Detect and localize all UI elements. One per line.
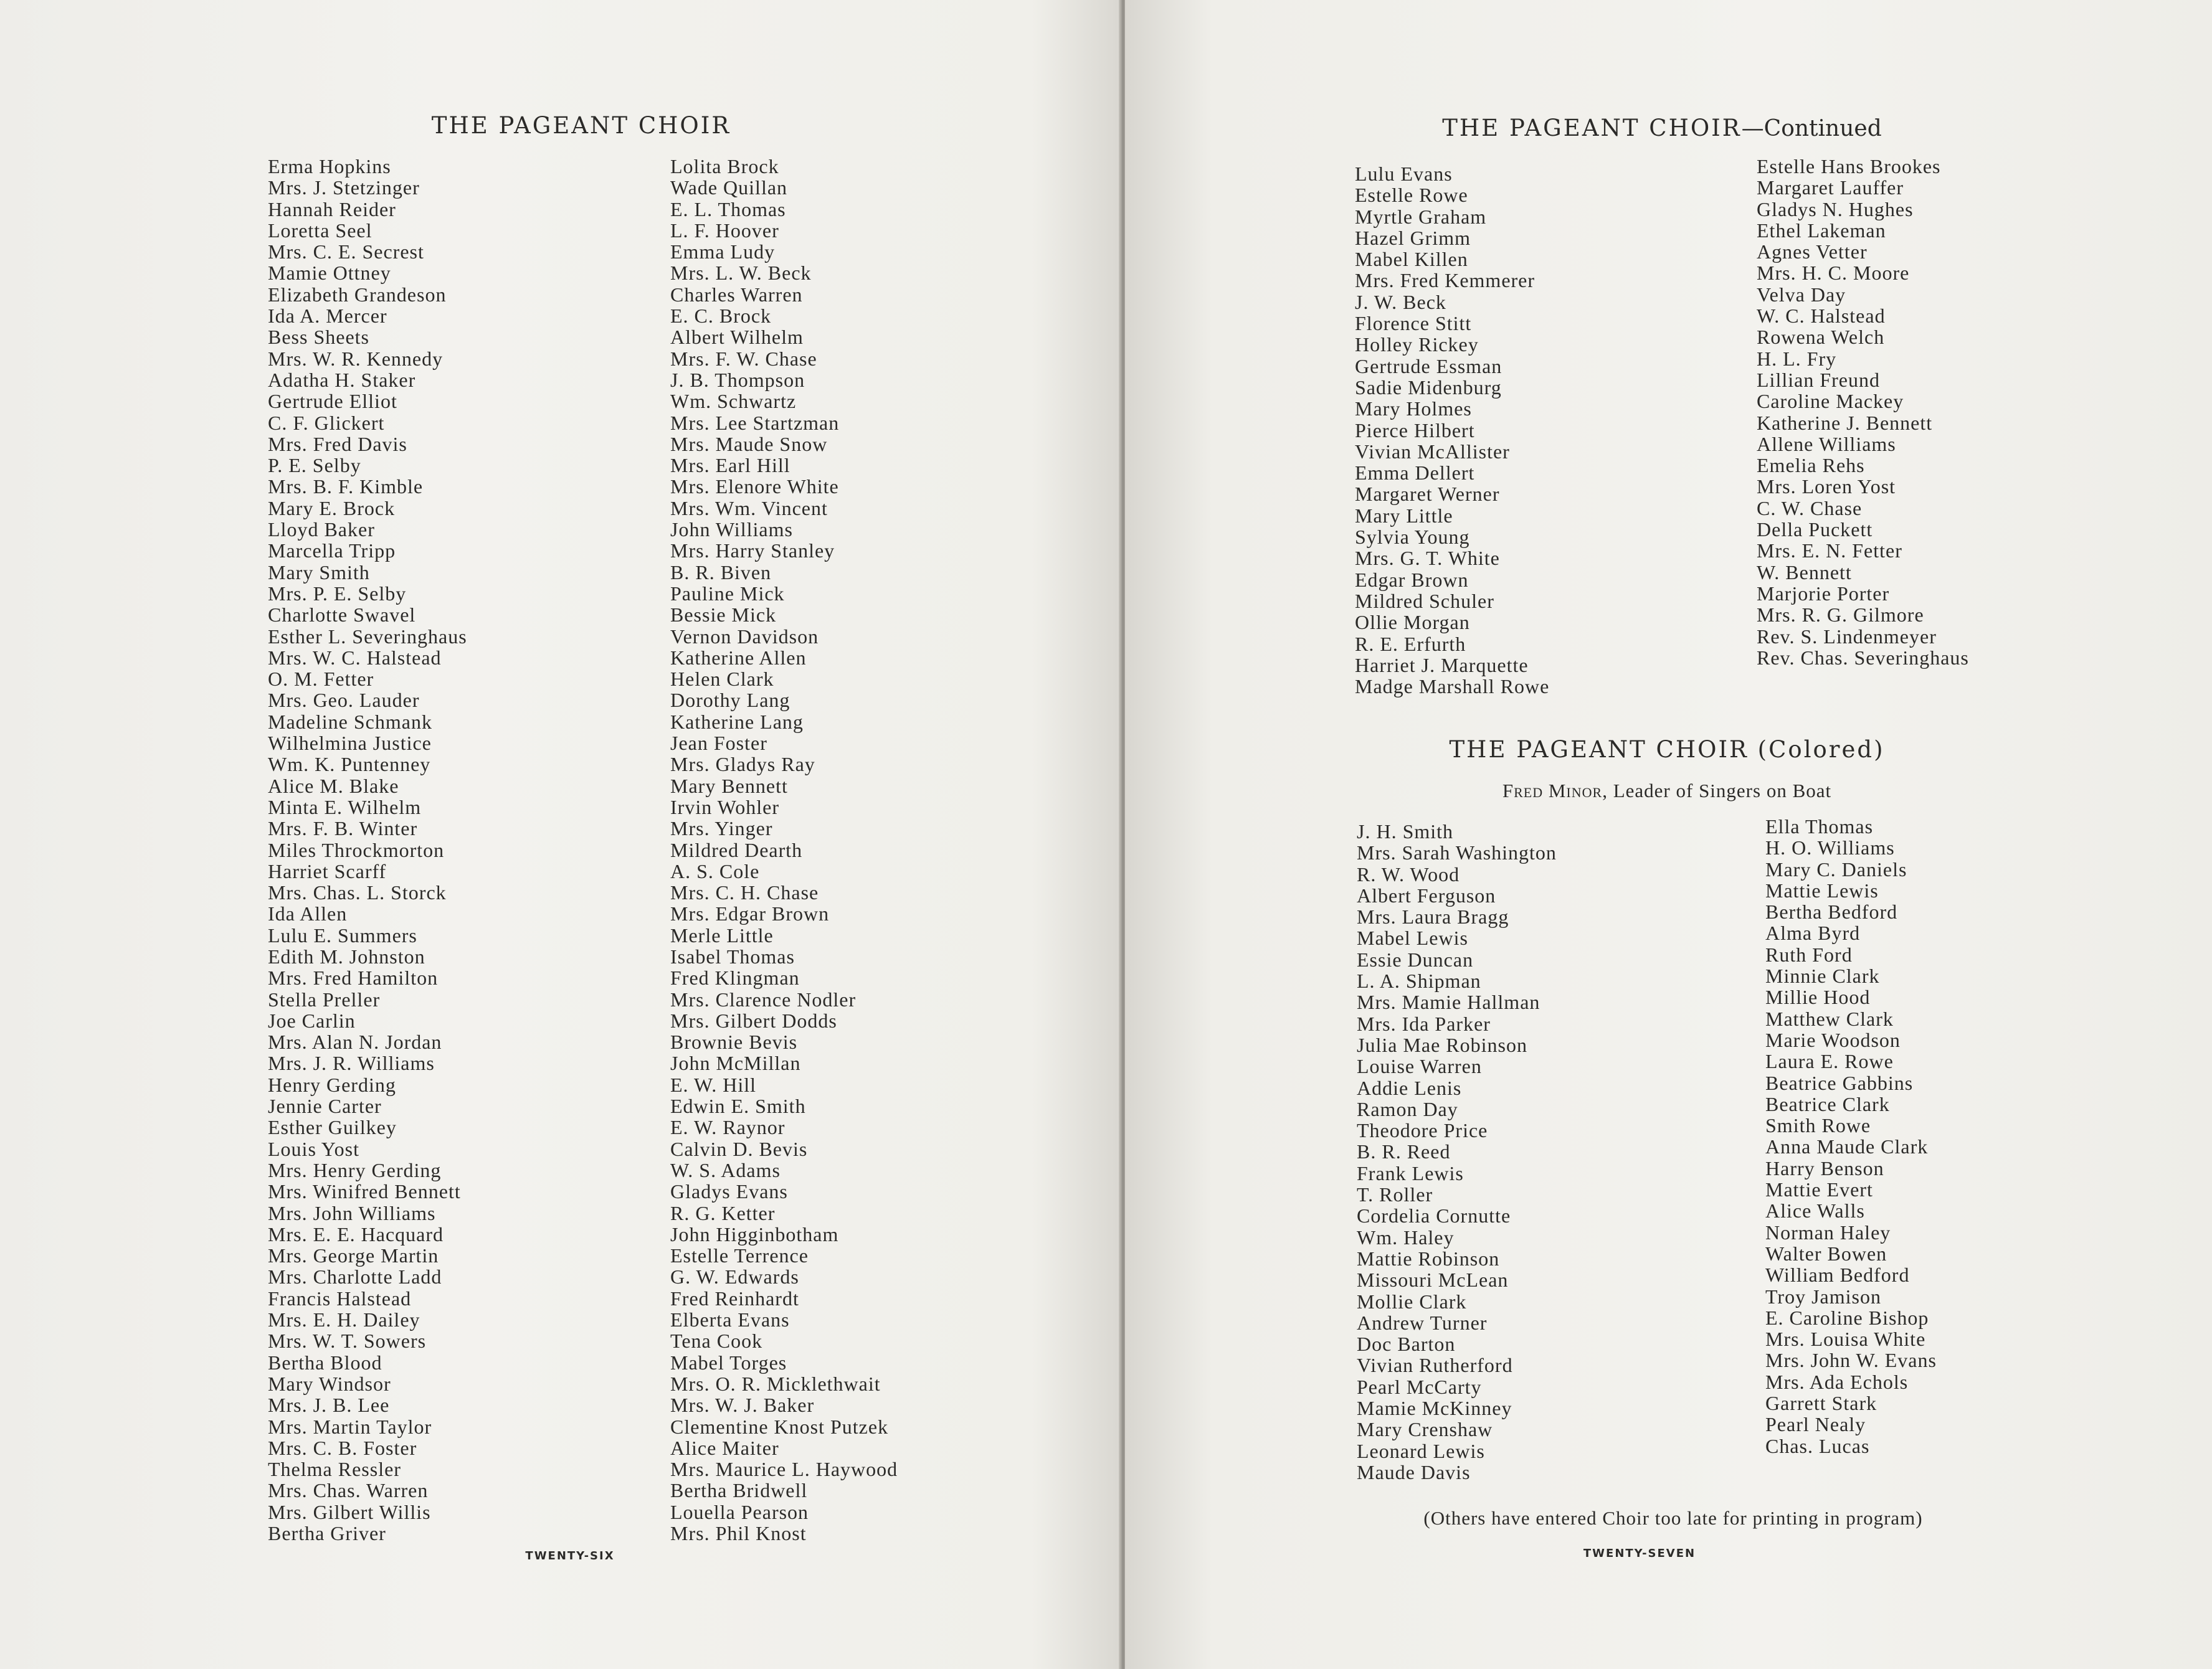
choir-member-name: Mrs. Wm. Vincent bbox=[670, 496, 828, 519]
choir-member-name: Mrs. Geo. Lauder bbox=[268, 689, 420, 712]
choir-member-name: Gertrude Elliot bbox=[268, 390, 397, 413]
choir-member-name: Clementine Knost Putzek bbox=[670, 1415, 889, 1438]
choir-member-name: John Williams bbox=[670, 518, 793, 541]
choir-member-name: Mary Windsor bbox=[268, 1372, 391, 1395]
choir-member-name: Della Puckett bbox=[1757, 518, 1873, 541]
colored-choir-title: THE PAGEANT CHOIR (Colored) bbox=[1449, 736, 1885, 763]
choir-member-name: L. F. Hoover bbox=[670, 219, 779, 242]
choir-member-name: Mrs. G. T. White bbox=[1355, 547, 1500, 570]
choir-member-name: Mrs. John W. Evans bbox=[1765, 1349, 1937, 1372]
choir-member-name: E. C. Brock bbox=[670, 305, 772, 328]
choir-member-name: Mrs. P. E. Selby bbox=[268, 582, 407, 605]
choir-member-name: Mrs. Fred Davis bbox=[268, 432, 407, 455]
choir-member-name: Velva Day bbox=[1757, 283, 1846, 306]
choir-member-name: Mrs. Fred Hamilton bbox=[268, 967, 439, 990]
choir-member-name: Mrs. Phil Knost bbox=[670, 1522, 807, 1544]
choir-member-name: Wilhelmina Justice bbox=[268, 732, 432, 755]
choir-member-name: Fred Klingman bbox=[670, 967, 800, 990]
choir-member-name: Troy Jamison bbox=[1765, 1285, 1881, 1308]
choir-member-name: Mrs. Gilbert Willis bbox=[268, 1500, 431, 1523]
choir-member-name: Mrs. Lee Startzman bbox=[670, 411, 840, 434]
choir-member-name: J. W. Beck bbox=[1355, 290, 1446, 313]
choir-member-name: Marcella Tripp bbox=[268, 539, 396, 562]
choir-member-name: Albert Ferguson bbox=[1357, 884, 1496, 907]
choir-member-name: Pauline Mick bbox=[670, 582, 785, 605]
choir-member-name: B. R. Biven bbox=[670, 560, 772, 584]
title-suffix: —Continued bbox=[1741, 116, 1882, 141]
choir-member-name: C. F. Glickert bbox=[268, 411, 385, 434]
choir-member-name: Brownie Bevis bbox=[670, 1031, 798, 1054]
choir-member-name: Ella Thomas bbox=[1765, 815, 1874, 838]
choir-member-name: Alice Walls bbox=[1765, 1199, 1865, 1222]
choir-member-name: Anna Maude Clark bbox=[1765, 1135, 1929, 1158]
page-number: TWENTY-SIX bbox=[525, 1549, 615, 1563]
choir-member-name: Bertha Bridwell bbox=[670, 1479, 808, 1502]
choir-member-name: Mrs. H. C. Moore bbox=[1757, 262, 1910, 285]
choir-member-name: Mrs. W. R. Kennedy bbox=[268, 347, 444, 370]
choir-member-name: Lloyd Baker bbox=[268, 518, 375, 541]
page-title bbox=[1442, 115, 1882, 141]
choir-member-name: W. Bennett bbox=[1757, 560, 1852, 584]
choir-member-name: R. W. Wood bbox=[1357, 863, 1460, 886]
choir-member-name: Emelia Rehs bbox=[1757, 454, 1865, 477]
choir-member-name: H. L. Fry bbox=[1757, 347, 1837, 370]
choir-member-name: Laura E. Rowe bbox=[1765, 1050, 1894, 1073]
choir-member-name: Lulu Evans bbox=[1355, 163, 1453, 185]
choir-member-name: L. A. Shipman bbox=[1357, 970, 1481, 993]
choir-member-name: Louise Warren bbox=[1357, 1055, 1482, 1078]
choir-member-name: Gertrude Essman bbox=[1355, 354, 1502, 377]
choir-member-name: Jennie Carter bbox=[268, 1095, 382, 1118]
choir-member-name: Pearl McCarty bbox=[1357, 1375, 1482, 1398]
choir-member-name: W. S. Adams bbox=[670, 1158, 781, 1181]
choir-member-name: Matthew Clark bbox=[1765, 1007, 1894, 1030]
choir-member-name: Mabel Killen bbox=[1355, 248, 1468, 271]
choir-member-name: R. G. Ketter bbox=[670, 1201, 776, 1224]
choir-member-name: Mrs. Ida Parker bbox=[1357, 1012, 1491, 1035]
choir-member-name: Walter Bowen bbox=[1765, 1242, 1887, 1265]
choir-member-name: Mrs. C. B. Foster bbox=[268, 1436, 417, 1459]
choir-member-name: Katherine Allen bbox=[670, 646, 807, 669]
choir-member-name: Rowena Welch bbox=[1757, 326, 1885, 349]
choir-member-name: Mrs. Maude Snow bbox=[670, 432, 828, 455]
choir-member-name: Mrs. J. R. Williams bbox=[268, 1052, 435, 1075]
choir-member-name: Mrs. Laura Bragg bbox=[1357, 905, 1509, 929]
choir-member-name: Hazel Grimm bbox=[1355, 226, 1471, 249]
choir-member-name: Alma Byrd bbox=[1765, 922, 1861, 945]
choir-member-name: Rev. Chas. Severinghaus bbox=[1757, 646, 1969, 669]
choir-member-name: Adatha H. Staker bbox=[268, 368, 416, 391]
choir-member-name: Fred Reinhardt bbox=[670, 1287, 799, 1310]
choir-member-name: Mrs. Mamie Hallman bbox=[1357, 991, 1540, 1014]
choir-member-name: Esther Guilkey bbox=[268, 1116, 397, 1139]
choir-member-name: Mrs. W. T. Sowers bbox=[268, 1330, 427, 1353]
choir-member-name: Missouri McLean bbox=[1357, 1269, 1509, 1292]
choir-member-name: Harry Benson bbox=[1765, 1156, 1884, 1180]
choir-member-name: Vivian McAllister bbox=[1355, 440, 1510, 463]
choir-member-name: Edgar Brown bbox=[1355, 568, 1469, 591]
choir-member-name: Lolita Brock bbox=[670, 155, 779, 177]
choir-member-name: Mrs. Martin Taylor bbox=[268, 1415, 432, 1438]
choir-member-name: Joe Carlin bbox=[268, 1009, 356, 1032]
choir-member-name: Erma Hopkins bbox=[268, 155, 391, 177]
choir-member-name: Mrs. Ada Echols bbox=[1765, 1370, 1909, 1393]
choir-member-name: Lillian Freund bbox=[1757, 368, 1880, 391]
choir-member-name: Tena Cook bbox=[670, 1330, 763, 1353]
choir-member-name: Elberta Evans bbox=[670, 1308, 790, 1331]
choir-member-name: Louella Pearson bbox=[670, 1500, 809, 1523]
choir-member-name: Bertha Griver bbox=[268, 1522, 386, 1544]
choir-member-name: Mrs. Gilbert Dodds bbox=[670, 1009, 837, 1032]
choir-member-name: O. M. Fetter bbox=[268, 668, 374, 691]
choir-member-name: Mildred Dearth bbox=[670, 838, 803, 861]
choir-member-name: Alice M. Blake bbox=[268, 774, 399, 797]
choir-member-name: Garrett Stark bbox=[1765, 1392, 1877, 1415]
choir-member-name: Loretta Seel bbox=[268, 219, 373, 242]
choir-member-name: Mrs. Charlotte Ladd bbox=[268, 1265, 442, 1288]
choir-member-name: Mrs. Clarence Nodler bbox=[670, 988, 857, 1011]
choir-member-name: Mattie Evert bbox=[1765, 1178, 1873, 1201]
page-title: THE PAGEANT CHOIR bbox=[431, 112, 731, 139]
choir-member-name: Pearl Nealy bbox=[1765, 1413, 1866, 1436]
choir-member-name: Wm. K. Puntenney bbox=[268, 753, 431, 776]
choir-member-name: Andrew Turner bbox=[1357, 1311, 1488, 1334]
choir-member-name: Estelle Rowe bbox=[1355, 184, 1468, 207]
choir-member-name: Madeline Schmank bbox=[268, 710, 432, 733]
choir-member-name: E. W. Raynor bbox=[670, 1116, 786, 1139]
choir-member-name: William Bedford bbox=[1765, 1264, 1910, 1287]
choir-member-name: W. C. Halstead bbox=[1757, 305, 1886, 328]
choir-member-name: Helen Clark bbox=[670, 668, 774, 691]
choir-member-name: Ida A. Mercer bbox=[268, 305, 387, 328]
choir-member-name: Mrs. Harry Stanley bbox=[670, 539, 835, 562]
choir-member-name: Wade Quillan bbox=[670, 176, 788, 199]
choir-member-name: E. W. Hill bbox=[670, 1073, 757, 1096]
choir-member-name: Pierce Hilbert bbox=[1355, 418, 1475, 442]
choir-member-name: Maude Davis bbox=[1357, 1460, 1471, 1483]
choir-member-name: Millie Hood bbox=[1765, 986, 1871, 1009]
choir-member-name: Elizabeth Grandeson bbox=[268, 283, 447, 306]
choir-member-name: Miles Throckmorton bbox=[268, 838, 445, 861]
choir-member-name: Vivian Rutherford bbox=[1357, 1354, 1513, 1377]
choir-member-name: Mrs. E. H. Dailey bbox=[268, 1308, 420, 1331]
choir-member-name: Mary E. Brock bbox=[268, 496, 396, 519]
choir-member-name: Ida Allen bbox=[268, 902, 348, 925]
choir-member-name: Mollie Clark bbox=[1357, 1290, 1467, 1313]
right-page bbox=[1125, 0, 2212, 1669]
choir-member-name: Sylvia Young bbox=[1355, 526, 1470, 549]
choir-member-name: Chas. Lucas bbox=[1765, 1434, 1870, 1457]
choir-member-name: Julia Mae Robinson bbox=[1357, 1033, 1527, 1056]
choir-list-column-2 bbox=[1757, 156, 1969, 668]
choir-member-name: Beatrice Gabbins bbox=[1765, 1071, 1914, 1094]
choir-member-name: Francis Halstead bbox=[268, 1287, 412, 1310]
choir-member-name: Mrs. Gladys Ray bbox=[670, 753, 815, 776]
choir-member-name: Harriet J. Marquette bbox=[1355, 653, 1529, 676]
choir-member-name: Ruth Ford bbox=[1765, 943, 1853, 966]
page-number: TWENTY-SEVEN bbox=[1583, 1547, 1696, 1560]
choir-member-name: Madge Marshall Rowe bbox=[1355, 675, 1550, 698]
choir-member-name: Leonard Lewis bbox=[1357, 1439, 1485, 1462]
choir-member-name: Mamie McKinney bbox=[1357, 1397, 1512, 1420]
choir-member-name: Vernon Davidson bbox=[670, 625, 819, 648]
choir-member-name: Mattie Robinson bbox=[1357, 1247, 1500, 1270]
choir-member-name: Katherine J. Bennett bbox=[1757, 411, 1933, 434]
choir-member-name: Mrs. Sarah Washington bbox=[1357, 841, 1557, 864]
choir-member-name: Minta E. Wilhelm bbox=[268, 795, 422, 818]
choir-member-name: Mrs. O. R. Micklethwait bbox=[670, 1372, 881, 1395]
choir-member-name: John McMillan bbox=[670, 1052, 801, 1075]
choir-member-name: Ramon Day bbox=[1357, 1097, 1458, 1120]
choir-member-name: H. O. Williams bbox=[1765, 836, 1895, 859]
choir-member-name: Edwin E. Smith bbox=[670, 1095, 806, 1118]
choir-member-name: Margaret Lauffer bbox=[1757, 176, 1904, 199]
choir-member-name: Dorothy Lang bbox=[670, 689, 790, 712]
choir-list-column-1 bbox=[268, 156, 467, 1544]
choir-member-name: Mattie Lewis bbox=[1765, 879, 1879, 902]
choir-member-name: Mrs. Edgar Brown bbox=[670, 902, 830, 925]
choir-member-name: Estelle Hans Brookes bbox=[1757, 155, 1941, 177]
choir-member-name: Mrs. Earl Hill bbox=[670, 454, 790, 477]
late-entries-note: (Others have entered Choir too late for printing in program) bbox=[1423, 1507, 1923, 1529]
leader-name: Fred Minor bbox=[1502, 780, 1603, 801]
choir-member-name: Mrs. Elenore White bbox=[670, 475, 839, 498]
choir-member-name: Mary C. Daniels bbox=[1765, 858, 1907, 881]
choir-member-name: Gladys Evans bbox=[670, 1180, 788, 1203]
choir-member-name: Florence Stitt bbox=[1355, 312, 1472, 335]
choir-member-name: Ethel Lakeman bbox=[1757, 219, 1886, 242]
choir-member-name: Myrtle Graham bbox=[1355, 205, 1487, 228]
choir-member-name: Mrs. C. E. Secrest bbox=[268, 240, 424, 263]
choir-member-name: Mrs. B. F. Kimble bbox=[268, 475, 424, 498]
choir-member-name: Mrs. J. B. Lee bbox=[268, 1394, 390, 1417]
choir-member-name: Emma Dellert bbox=[1355, 461, 1475, 485]
choir-member-name: Wm. Schwartz bbox=[670, 390, 797, 413]
choir-member-name: Beatrice Clark bbox=[1765, 1092, 1890, 1115]
choir-member-name: Thelma Ressler bbox=[268, 1458, 401, 1481]
choir-member-name: Mrs. R. G. Gilmore bbox=[1757, 603, 1924, 626]
choir-member-name: Mrs. W. C. Halstead bbox=[268, 646, 442, 669]
choir-member-name: Irvin Wohler bbox=[670, 795, 780, 818]
choir-member-name: E. L. Thomas bbox=[670, 197, 786, 220]
choir-member-name: Stella Preller bbox=[268, 988, 381, 1011]
choir-member-name: Mabel Torges bbox=[670, 1351, 787, 1374]
choir-member-name: Ollie Morgan bbox=[1355, 611, 1470, 634]
choir-member-name: Charles Warren bbox=[670, 283, 803, 306]
choir-member-name: Agnes Vetter bbox=[1757, 240, 1868, 263]
choir-member-name: Bertha Bedford bbox=[1765, 901, 1898, 924]
colored-choir-column-1 bbox=[1357, 821, 1557, 1483]
choir-member-name: Essie Duncan bbox=[1357, 948, 1474, 971]
choir-member-name: Bertha Blood bbox=[268, 1351, 382, 1374]
choir-member-name: Alice Maiter bbox=[670, 1436, 779, 1459]
choir-member-name: Caroline Mackey bbox=[1757, 390, 1904, 413]
choir-member-name: Calvin D. Bevis bbox=[670, 1137, 808, 1160]
choir-member-name: Mrs. L. W. Beck bbox=[670, 262, 812, 285]
choir-member-name: Esther L. Severinghaus bbox=[268, 625, 467, 648]
choir-member-name: Jean Foster bbox=[670, 732, 767, 755]
choir-member-name: Mary Little bbox=[1355, 504, 1453, 527]
choir-member-name: Marie Woodson bbox=[1765, 1028, 1901, 1051]
choir-member-name: Theodore Price bbox=[1357, 1119, 1488, 1142]
choir-member-name: Mrs. E. E. Hacquard bbox=[268, 1222, 444, 1246]
choir-member-name: Hannah Reider bbox=[268, 197, 396, 220]
choir-member-name: Henry Gerding bbox=[268, 1073, 396, 1096]
choir-member-name: Mary Bennett bbox=[670, 774, 788, 797]
choir-member-name: R. E. Erfurth bbox=[1355, 632, 1466, 655]
choir-member-name: Smith Rowe bbox=[1765, 1114, 1871, 1137]
choir-member-name: Mrs. F. W. Chase bbox=[670, 347, 817, 370]
choir-member-name: Mrs. F. B. Winter bbox=[268, 817, 418, 840]
choir-member-name: Mrs. C. H. Chase bbox=[670, 881, 819, 904]
choir-member-name: Mrs. Fred Kemmerer bbox=[1355, 269, 1536, 292]
choir-member-name: A. S. Cole bbox=[670, 859, 760, 882]
choir-member-name: Harriet Scarff bbox=[268, 859, 387, 882]
choir-member-name: Mrs. W. J. Baker bbox=[670, 1394, 815, 1417]
choir-member-name: Mrs. Maurice L. Haywood bbox=[670, 1458, 898, 1481]
choir-member-name: Mary Holmes bbox=[1355, 397, 1472, 420]
choir-member-name: G. W. Edwards bbox=[670, 1265, 799, 1288]
choir-member-name: Sadie Midenburg bbox=[1355, 376, 1502, 399]
choir-member-name: Mrs. Chas. L. Storck bbox=[268, 881, 447, 904]
leader-role: , Leader of Singers on Boat bbox=[1602, 780, 1832, 801]
choir-member-name: Charlotte Swavel bbox=[268, 603, 416, 626]
choir-member-name: Mrs. Winifred Bennett bbox=[268, 1180, 461, 1203]
choir-member-name: Mrs. Yinger bbox=[670, 817, 773, 840]
choir-member-name: Cordelia Cornutte bbox=[1357, 1204, 1511, 1227]
choir-member-name: Allene Williams bbox=[1757, 432, 1896, 455]
choir-member-name: Bessie Mick bbox=[670, 603, 777, 626]
choir-member-name: Louis Yost bbox=[268, 1137, 359, 1160]
choir-member-name: J. B. Thompson bbox=[670, 368, 805, 391]
choir-member-name: Mabel Lewis bbox=[1357, 927, 1468, 950]
choir-member-name: Merle Little bbox=[670, 924, 774, 947]
choir-member-name: Doc Barton bbox=[1357, 1333, 1456, 1356]
choir-member-name: Addie Lenis bbox=[1357, 1076, 1462, 1099]
choir-member-name: Margaret Werner bbox=[1355, 483, 1500, 506]
choir-member-name: P. E. Selby bbox=[268, 454, 361, 477]
choir-member-name: Isabel Thomas bbox=[670, 945, 795, 968]
choir-list-column-1 bbox=[1355, 163, 1549, 697]
choir-member-name: Mrs. E. N. Fetter bbox=[1757, 539, 1902, 562]
choir-member-name: Mary Crenshaw bbox=[1357, 1418, 1493, 1441]
choir-member-name: Estelle Terrence bbox=[670, 1244, 809, 1267]
choir-member-name: Mrs. Louisa White bbox=[1765, 1328, 1926, 1351]
choir-member-name: Mrs. John Williams bbox=[268, 1201, 436, 1224]
choir-member-name: Mrs. Loren Yost bbox=[1757, 475, 1896, 498]
choir-member-name: T. Roller bbox=[1357, 1183, 1433, 1206]
choir-member-name: B. R. Reed bbox=[1357, 1140, 1451, 1163]
choir-member-name: Minnie Clark bbox=[1765, 965, 1880, 988]
choir-member-name: Wm. Haley bbox=[1357, 1226, 1455, 1249]
choir-member-name: Mamie Ottney bbox=[268, 262, 391, 285]
choir-member-name: Rev. S. Lindenmeyer bbox=[1757, 625, 1937, 648]
choir-member-name: Frank Lewis bbox=[1357, 1161, 1464, 1184]
choir-member-name: E. Caroline Bishop bbox=[1765, 1306, 1929, 1329]
choir-member-name: Edith M. Johnston bbox=[268, 945, 425, 968]
choir-member-name: Bess Sheets bbox=[268, 326, 369, 349]
colored-choir-column-2 bbox=[1765, 816, 1937, 1457]
choir-member-name: Emma Ludy bbox=[670, 240, 776, 263]
choir-member-name: J. H. Smith bbox=[1357, 820, 1454, 843]
choir-member-name: Mrs. George Martin bbox=[268, 1244, 439, 1267]
choir-member-name: Mrs. Henry Gerding bbox=[268, 1158, 442, 1181]
choir-member-name: Lulu E. Summers bbox=[268, 924, 417, 947]
choir-member-name: Mrs. J. Stetzinger bbox=[268, 176, 420, 199]
choir-list-column-2 bbox=[670, 156, 898, 1544]
choir-member-name: Gladys N. Hughes bbox=[1757, 197, 1914, 220]
title-main: THE PAGEANT CHOIR bbox=[1442, 115, 1742, 141]
choir-member-name: John Higginbotham bbox=[670, 1222, 839, 1246]
choir-member-name: Norman Haley bbox=[1765, 1221, 1891, 1244]
choir-member-name: Mildred Schuler bbox=[1355, 589, 1494, 612]
choir-member-name: Holley Rickey bbox=[1355, 333, 1479, 356]
choir-member-name: C. W. Chase bbox=[1757, 496, 1863, 519]
choir-member-name: Mrs. Alan N. Jordan bbox=[268, 1031, 442, 1054]
choir-member-name: Marjorie Porter bbox=[1757, 582, 1890, 605]
choir-leader-line bbox=[1502, 780, 1831, 802]
choir-member-name: Mrs. Chas. Warren bbox=[268, 1479, 429, 1502]
choir-member-name: Albert Wilhelm bbox=[670, 326, 804, 349]
choir-member-name: Katherine Lang bbox=[670, 710, 804, 733]
choir-member-name: Mary Smith bbox=[268, 560, 370, 584]
